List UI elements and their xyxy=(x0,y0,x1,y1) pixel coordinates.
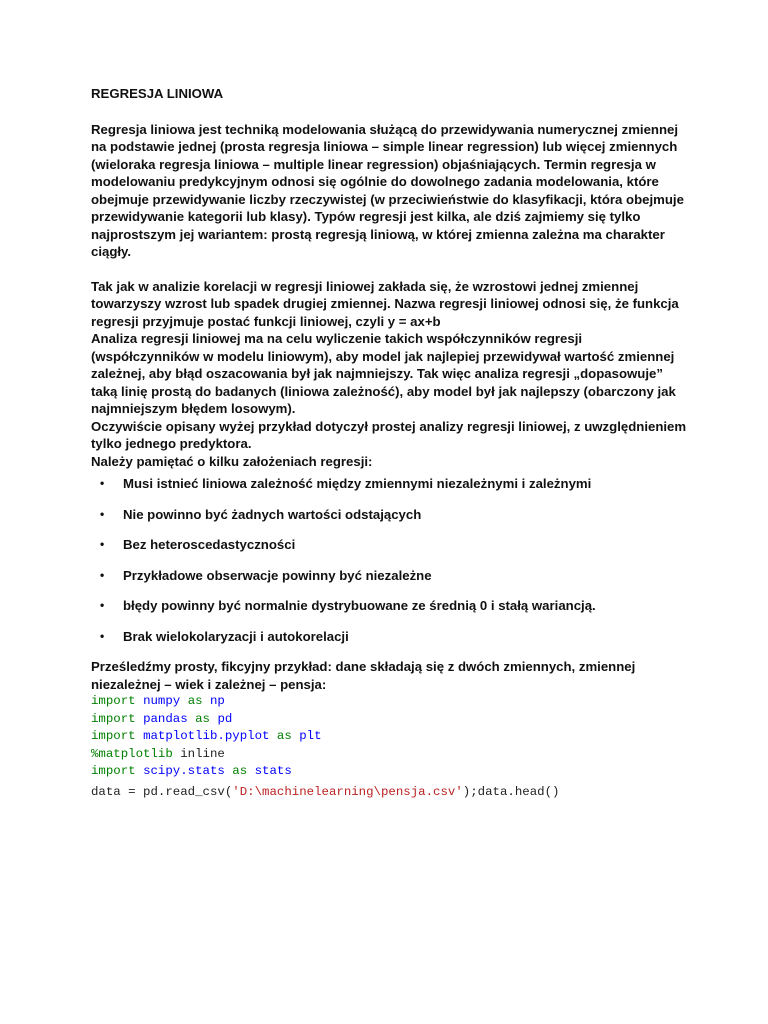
code-alias: stats xyxy=(254,764,292,779)
code-text: inline xyxy=(180,746,225,761)
paragraph-example-note: Oczywiście opisany wyżej przykład dotyczył prostej analizy regresji liniowej, z uwzględnieniem tylko jednego predyktora. xyxy=(91,418,687,451)
paragraph-analysis: Analiza regresji liniowej ma na celu wyliczenie takich współczynników regresji (współczynników w modelu liniowym), aby model jak najlepiej przewidywał wartość zmiennej zależnej, aby błąd oszacowania był jak najmniejszy. Tak więc analiza regresji „dopasowuje” taką linię prostą do badanych (liniowa zależność), aby model był jak najlepszy (obarczony jak najmniejszym błędem losowym). xyxy=(91,331,676,416)
list-item xyxy=(91,597,643,615)
code-keyword: import xyxy=(91,729,136,744)
code-module: pandas xyxy=(143,711,188,726)
bullet-icon: • xyxy=(100,628,105,643)
code-block xyxy=(91,693,691,802)
code-keyword: as xyxy=(276,729,292,744)
code-module: matplotlib.pyplot xyxy=(143,729,270,744)
list-item-text: błędy powinny być normalnie dystrybuowane ze średnią 0 i stałą wariancją. xyxy=(123,598,596,613)
code-keyword: import xyxy=(91,711,136,726)
spacer xyxy=(91,261,691,278)
code-module: scipy.stats xyxy=(143,764,225,779)
list-item xyxy=(91,567,643,585)
list-item xyxy=(91,536,643,554)
code-magic: %matplotlib xyxy=(91,746,173,761)
list-item-text: Nie powinno być żadnych wartości odstających xyxy=(123,506,422,522)
code-module: numpy xyxy=(143,694,181,708)
list-item xyxy=(91,628,643,646)
code-keyword: import xyxy=(91,764,136,779)
paragraph-intro: Regresja liniowa jest techniką modelowania służącą do przewidywania numerycznej zmiennej na podstawie jednej (prosta regresja liniowa – simple linear regression) lub więcej zmiennych (wieloraka regresja liniowa – multiple linear regression) objaśniających. Termin regresja w modelowaniu predykcyjnym odnosi się ogólnie do dowolnego zadania modelowania, które obejmuje przewidywanie liczby rzeczywistej (w przeciwieństwie do klasyfikacji, która obejmuje przewidywanie kategorii lub klasy). Typów regresji jest kilka, ale dziś zajmiemy się tylko najprostszym jej wariantem: prostą regresją liniową, w której zmienna zależna ma charakter ciągły. xyxy=(91,121,684,259)
list-item-text: Przykładowe obserwacje powinny być niezależne xyxy=(123,567,432,583)
code-text: );data.head() xyxy=(462,784,560,799)
bullet-icon: • xyxy=(100,476,105,490)
code-line xyxy=(91,763,691,781)
code-keyword: as xyxy=(232,764,248,779)
paragraph-example: Prześledźmy prosty, fikcyjny przykład: dane składają się z dwóch zmiennych, zmiennej niezależnej – wiek i zależnej – pensja: xyxy=(91,659,636,692)
document-title: REGRESJA LINIOWA xyxy=(91,86,224,101)
bullet-icon: • xyxy=(100,598,105,612)
code-line xyxy=(91,693,691,711)
code-alias: plt xyxy=(299,729,322,744)
code-keyword: as xyxy=(195,711,210,726)
code-line xyxy=(91,728,691,746)
list-item-text: Musi istnieć liniowa zależność między zmiennymi niezależnymi i zależnymi xyxy=(123,476,592,491)
code-string: 'D:\machinelearning\pensja.csv' xyxy=(232,784,463,799)
paragraph-assumptions-intro: Należy pamiętać o kilku założeniach regresji: xyxy=(91,453,373,469)
code-line xyxy=(91,711,691,729)
document-page xyxy=(91,85,691,802)
code-alias: pd xyxy=(217,711,233,726)
paragraph-correlation: Tak jak w analizie korelacji w regresji liniowej zakłada się, że wzrostowi jednej zmiennej towarzyszy wzrost lub spadek drugiej zmiennej. Nazwa regresji liniowej odnosi się, że funkcja regresji przyjmuje postać funkcji liniowej, czyli y = ax+b xyxy=(91,278,679,329)
code-keyword: import xyxy=(91,694,136,708)
code-line xyxy=(91,746,691,764)
bullet-icon: • xyxy=(100,537,105,551)
code-text: data = pd.read_csv( xyxy=(91,784,233,799)
list-item xyxy=(91,506,643,524)
code-keyword: as xyxy=(187,694,203,708)
assumptions-list xyxy=(91,475,691,645)
code-line xyxy=(91,784,691,802)
bullet-icon: • xyxy=(100,567,105,582)
list-item xyxy=(91,475,643,493)
list-item-text: Brak wielokolaryzacji i autokorelacji xyxy=(123,628,349,644)
code-alias: np xyxy=(210,694,225,708)
list-item-text: Bez heteroscedastyczności xyxy=(123,537,296,552)
bullet-icon: • xyxy=(100,506,105,521)
